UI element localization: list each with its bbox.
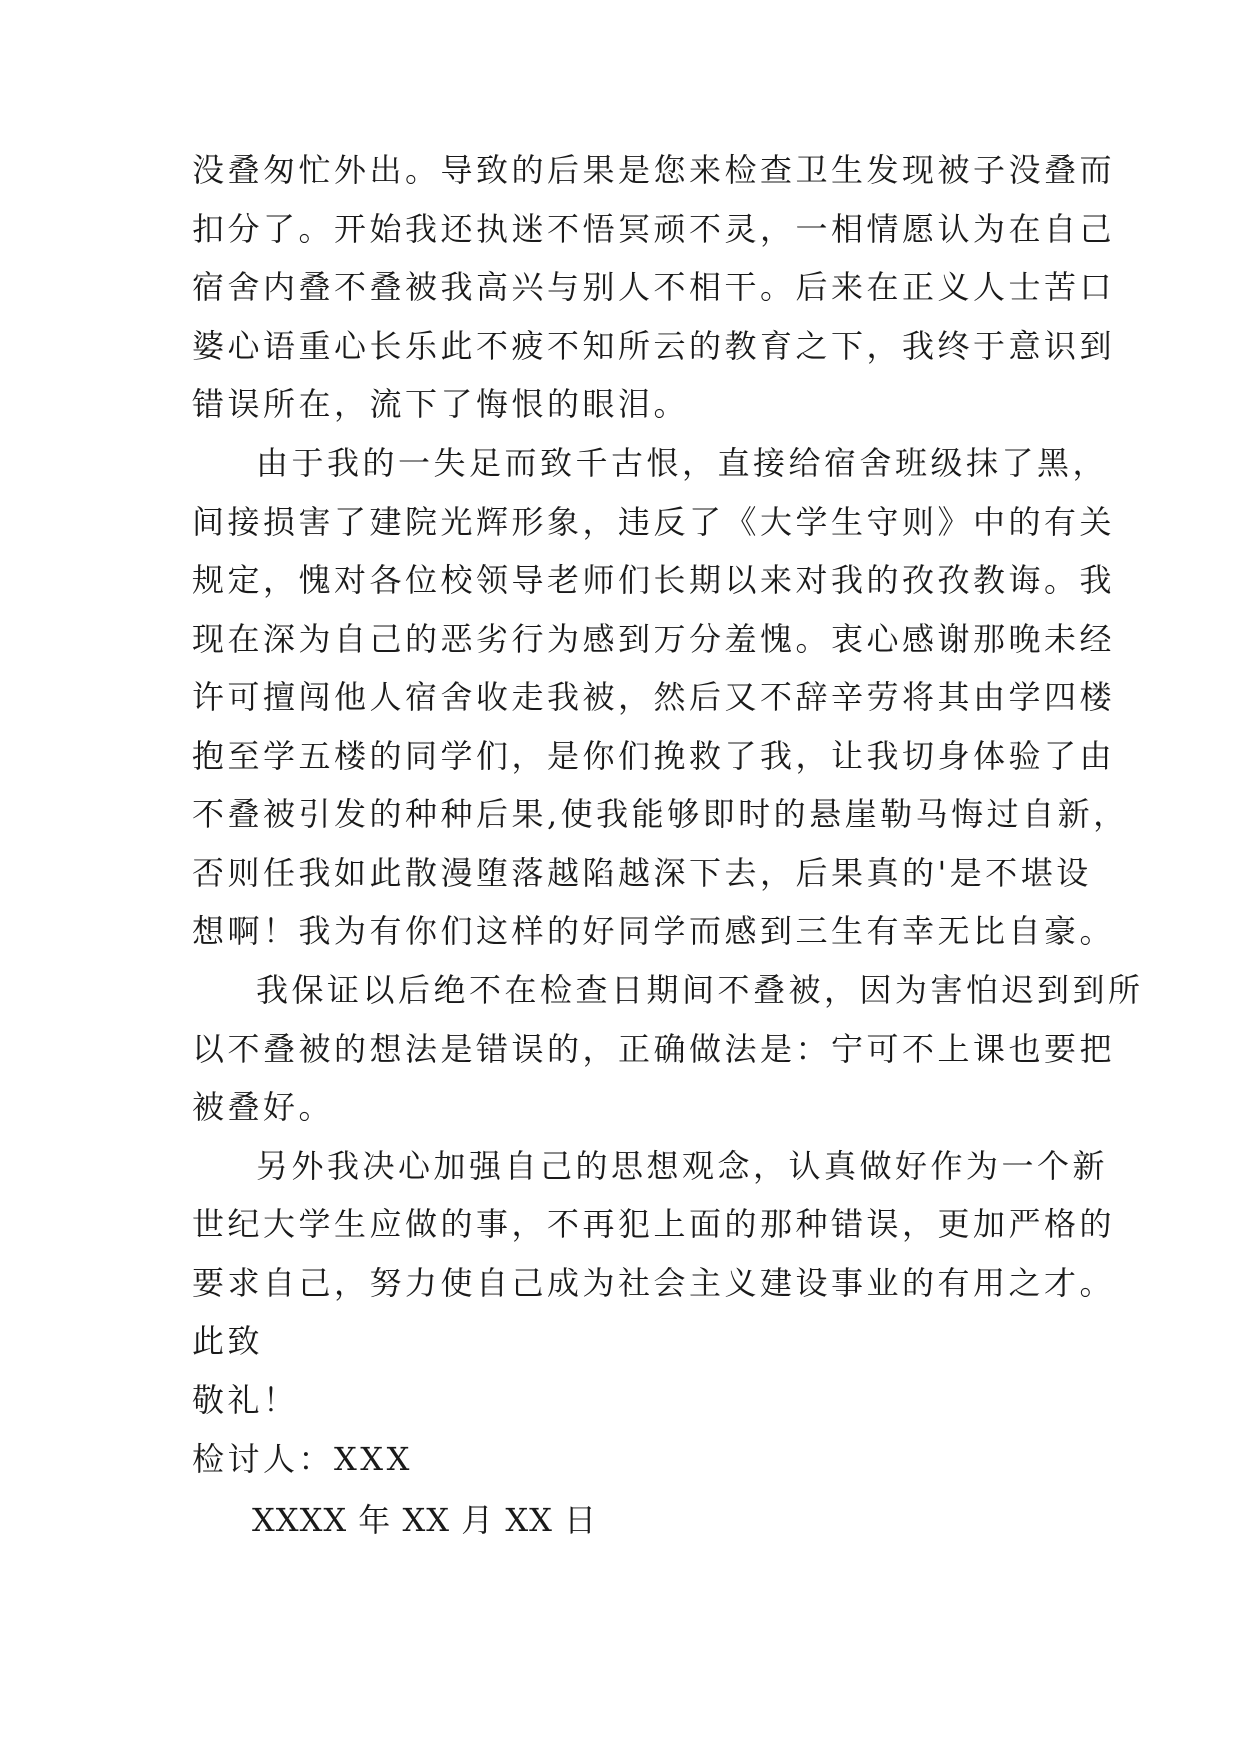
body-line: 否则任我如此散漫堕落越陷越深下去，后果真的'是不堪设: [192, 854, 1092, 892]
paragraph-start-line: 由于我的一失足而致千古恨，直接给宿舍班级抹了黑，: [256, 444, 1109, 482]
body-line: 世纪大学生应做的事，不再犯上面的那种错误，更加严格的: [192, 1205, 1116, 1243]
body-line: 许可擅闯他人宿舍收走我被，然后又不辞辛劳将其由学四楼: [192, 678, 1116, 716]
body-line: 现在深为自己的恶劣行为感到万分羞愧。衷心感谢那晚未经: [192, 620, 1116, 658]
body-line: 规定，愧对各位校领导老师们长期以来对我的孜孜教诲。我: [192, 561, 1116, 599]
body-line: 错误所在，流下了悔恨的眼泪。: [192, 385, 690, 423]
body-line: 扣分了。开始我还执迷不悟冥顽不灵，一相情愿认为在自己: [192, 210, 1116, 248]
body-line: 宿舍内叠不叠被我高兴与别人不相干。后来在正义人士苦口: [192, 268, 1116, 306]
body-line: 抱至学五楼的同学们，是你们挽救了我，让我切身体验了由: [192, 737, 1116, 775]
body-line: 间接损害了建院光辉形象，违反了《大学生守则》中的有关: [192, 503, 1116, 541]
closing-line: 此致: [192, 1322, 264, 1360]
body-line: 没叠匆忙外出。导致的后果是您来检查卫生发现被子没叠而: [192, 151, 1116, 189]
body-line: 被叠好。: [192, 1088, 335, 1126]
body-line: 不叠被引发的种种后果,使我能够即时的悬崖勒马悔过自新，: [192, 795, 1129, 833]
body-line: 要求自己，努力使自己成为社会主义建设事业的有用之才。: [192, 1264, 1116, 1302]
body-line: 婆心语重心长乐此不疲不知所云的教育之下，我终于意识到: [192, 327, 1116, 365]
date-line: XXXX 年 XX 月 XX 日: [252, 1501, 598, 1539]
paragraph-start-line: 另外我决心加强自己的思想观念，认真做好作为一个新: [256, 1147, 1109, 1185]
paragraph-start-line: 我保证以后绝不在检查日期间不叠被，因为害怕迟到到所: [256, 971, 1144, 1009]
salutation-line: 敬礼！: [192, 1381, 299, 1419]
body-line: 以不叠被的想法是错误的，正确做法是：宁可不上课也要把: [192, 1030, 1116, 1068]
body-line: 想啊！我为有你们这样的好同学而感到三生有幸无比自豪。: [192, 912, 1116, 950]
signature-line: 检讨人：XXX: [192, 1440, 413, 1478]
